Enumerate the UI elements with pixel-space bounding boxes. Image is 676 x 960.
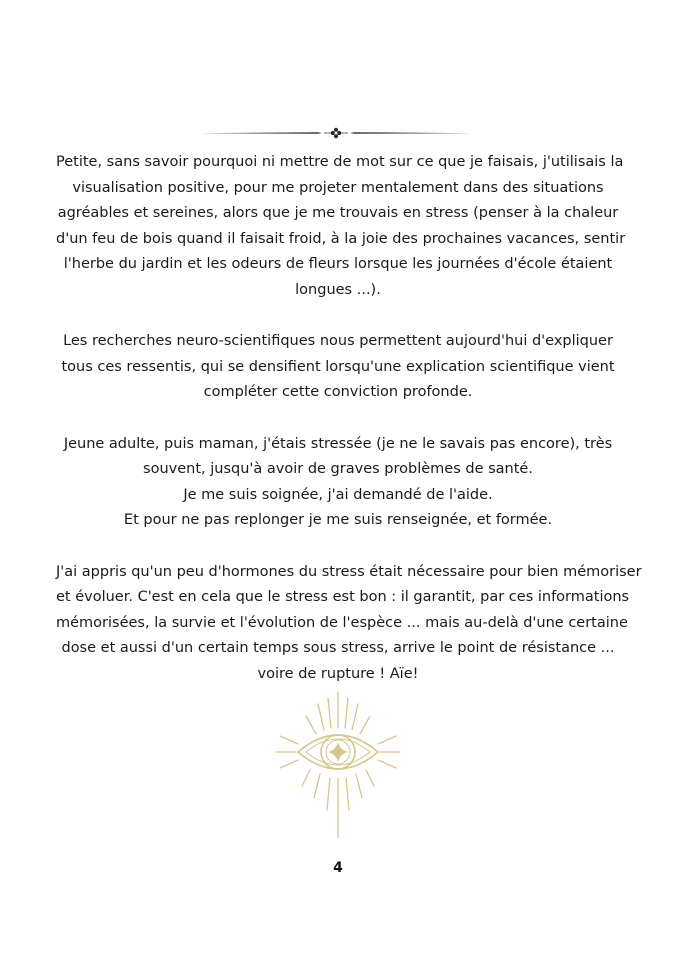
fleuron-divider-icon — [200, 126, 472, 140]
paragraph-1 — [56, 150, 626, 304]
text-line: Et pour ne pas replonger je me suis renseignée, et formée. — [123, 512, 553, 529]
text-line: l'herbe du jardin et les odeurs de fleurs lorsque les journées d'école étaient — [63, 256, 613, 273]
text-line: souvent, jusqu'à avoir de graves problèmes de santé. — [143, 461, 533, 478]
text-line: voire de rupture ! Aïe! — [257, 665, 419, 682]
text-line: Les recherches neuro-scientifiques nous permettent aujourd'hui d'expliquer — [63, 333, 613, 350]
text-line: longues ...). — [295, 281, 381, 298]
text-line: Je me suis soignée, j'ai demandé de l'aide. — [183, 486, 493, 503]
paragraph-4 — [56, 560, 642, 688]
text-line: tous ces ressentis, qui se densifient lorsqu'une explication scientifique vient — [61, 358, 615, 375]
body-text — [56, 150, 642, 687]
text-line: mémorisées, la survie et l'évolution de l'espèce ... mais au-delà d'une certaine — [56, 614, 628, 631]
text-line: J'ai appris qu'un peu d'hormones du stress était nécessaire pour bien mémoriser — [56, 563, 642, 580]
text-line: dose et aussi d'un certain temps sous stress, arrive le point de résistance ... — [61, 640, 615, 657]
text-line: compléter cette conviction profonde. — [203, 384, 473, 401]
radiant-eye-icon — [268, 690, 408, 840]
page-number: 4 — [333, 860, 343, 876]
text-line: d'un feu de bois quand il faisait froid, à la joie des prochaines vacances, sentir — [56, 230, 626, 247]
text-line: Jeune adulte, puis maman, j'étais stressée (je ne le savais pas encore), très — [63, 435, 613, 452]
text-line: et évoluer. C'est en cela que le stress est bon : il garantit, par ces informations — [56, 589, 630, 606]
text-line: agréables et sereines, alors que je me trouvais en stress (penser à la chaleur — [57, 205, 619, 222]
paragraph-2 — [56, 329, 620, 406]
paragraph-3 — [56, 432, 620, 534]
text-line: visualisation positive, pour me projeter mentalement dans des situations — [72, 179, 604, 196]
text-line: Petite, sans savoir pourquoi ni mettre de mot sur ce que je faisais, j'utilisais la — [56, 154, 624, 170]
